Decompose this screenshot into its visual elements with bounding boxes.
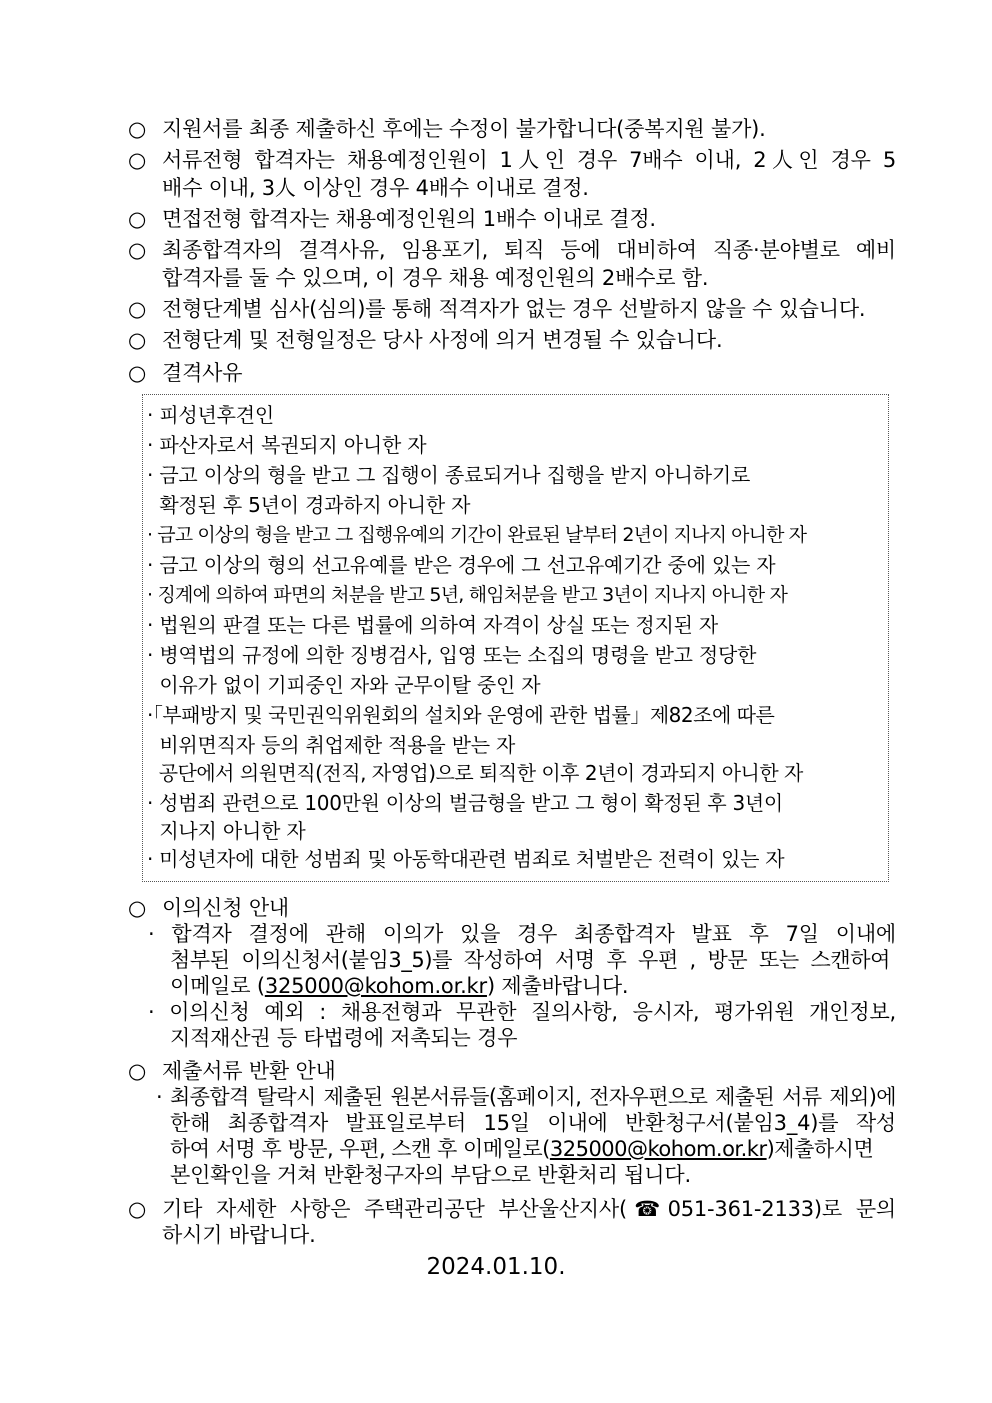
disqualification-heading: 결격사유 bbox=[162, 361, 243, 385]
disqualification-line: · 피성년후견인 bbox=[147, 403, 275, 427]
return-line-3 bbox=[170, 1137, 873, 1161]
disqualification-line: · 금고 이상의 형을 받고 그 집행이 종료되거나 집행을 받지 아니하기로 bbox=[147, 463, 751, 487]
circle-bullet-icon: ○ bbox=[128, 117, 147, 141]
disqualification-line: · 파산자로서 복권되지 아니한 자 bbox=[147, 433, 427, 457]
circle-bullet-icon: ○ bbox=[128, 207, 147, 231]
notice-item-6: 전형단계 및 전형일정은 당사 사정에 의거 변경될 수 있습니다. bbox=[162, 328, 723, 352]
return-line-3-text: 하여 서명 후 방문, 우편, 스캔 후 이메일로( bbox=[170, 1137, 550, 1161]
notice-item-5: 전형단계별 심사(심의)를 통해 적격자가 없는 경우 선발하지 않을 수 있습니다. bbox=[162, 297, 866, 321]
document-date: 2024.01.10. bbox=[426, 1254, 566, 1280]
objection-line-4: · 이의신청 예외 : 채용전형과 무관한 질의사항, 응시자, 평가위원 개인정보, bbox=[148, 1000, 896, 1024]
notice-item-4-line-2: 합격자를 둘 수 있으며, 이 경우 채용 예정인원의 2배수로 함. bbox=[162, 266, 709, 290]
etc-line-2: 하시기 바랍니다. bbox=[162, 1223, 316, 1247]
circle-bullet-icon: ○ bbox=[128, 1197, 147, 1221]
disqualification-line: 지나지 아니한 자 bbox=[147, 819, 306, 843]
objection-email-link[interactable]: 325000@kohom.or.kr bbox=[264, 974, 487, 998]
disqualification-line: ·「부패방지 및 국민권익위원회의 설치와 운영에 관한 법률」제82조에 따른 bbox=[147, 703, 775, 727]
objection-line-2: 첨부된 이의신청서(붙임3_5)를 작성하여 서명 후 우편 , 방문 또는 스캔하여 bbox=[170, 948, 890, 972]
return-heading: 제출서류 반환 안내 bbox=[162, 1059, 336, 1083]
notice-item-1: 지원서를 최종 제출하신 후에는 수정이 불가합니다(중복지원 불가). bbox=[162, 117, 766, 141]
circle-bullet-icon: ○ bbox=[128, 896, 147, 920]
disqualification-line: 확정된 후 5년이 경과하지 아니한 자 bbox=[147, 493, 471, 517]
objection-line-3-text-end: ) 제출바랍니다. bbox=[486, 974, 629, 998]
disqualification-line: · 법원의 판결 또는 다른 법률에 의하여 자격이 상실 또는 정지된 자 bbox=[147, 613, 719, 637]
disqualification-line: 이유가 없이 기피중인 자와 군무이탈 중인 자 bbox=[147, 673, 541, 697]
circle-bullet-icon: ○ bbox=[128, 1059, 147, 1083]
return-line-4: 본인확인을 거쳐 반환청구자의 부담으로 반환처리 됩니다. bbox=[170, 1163, 691, 1187]
circle-bullet-icon: ○ bbox=[128, 297, 147, 321]
return-line-3-text-end: )제출하시면 bbox=[766, 1137, 874, 1161]
objection-line-1: · 합격자 결정에 관해 이의가 있을 경우 최종합격자 발표 후 7일 이내에 bbox=[148, 922, 896, 946]
notice-item-2-line-1: 서류전형 합격자는 채용예정인원이 1人인 경우 7배수 이내, 2人인 경우 5 bbox=[162, 148, 896, 172]
notice-item-4-line-1: 최종합격자의 결격사유, 임용포기, 퇴직 등에 대비하여 직종·분야별로 예비 bbox=[162, 238, 896, 262]
disqualification-line: · 병역법의 규정에 의한 징병검사, 입영 또는 소집의 명령을 받고 정당한 bbox=[147, 643, 757, 667]
return-email-link[interactable]: 325000@kohom.or.kr bbox=[549, 1137, 767, 1161]
disqualification-line: 공단에서 의원면직(전직, 자영업)으로 퇴직한 이후 2년이 경과되지 아니한 자 bbox=[147, 761, 803, 785]
objection-line-3 bbox=[170, 974, 628, 998]
disqualification-box bbox=[142, 394, 889, 882]
disqualification-line: · 금고 이상의 형을 받고 그 집행유예의 기간이 완료된 날부터 2년이 지나지 아니한 자 bbox=[147, 524, 807, 546]
circle-bullet-icon: ○ bbox=[128, 148, 147, 172]
disqualification-line: · 성범죄 관련으로 100만원 이상의 벌금형을 받고 그 형이 확정된 후 3년이 bbox=[147, 791, 783, 815]
notice-item-3: 면접전형 합격자는 채용예정인원의 1배수 이내로 결정. bbox=[162, 207, 656, 231]
objection-heading: 이의신청 안내 bbox=[162, 896, 289, 920]
return-line-2: 한해 최종합격자 발표일로부터 15일 이내에 반환청구서(붙임3_4)를 작성 bbox=[170, 1111, 896, 1135]
notice-item-2-line-2: 배수 이내, 3人 이상인 경우 4배수 이내로 결정. bbox=[162, 176, 589, 200]
disqualification-line: · 미성년자에 대한 성범죄 및 아동학대관련 범죄로 처벌받은 전력이 있는 자 bbox=[147, 847, 785, 871]
circle-bullet-icon: ○ bbox=[128, 361, 147, 385]
disqualification-line: · 징계에 의하여 파면의 처분을 받고 5년, 해임처분을 받고 3년이 지나지 아니한 자 bbox=[147, 584, 788, 606]
objection-line-5: 지적재산권 등 타법령에 저촉되는 경우 bbox=[170, 1026, 518, 1050]
return-line-1: · 최종합격 탈락시 제출된 원본서류들(홈페이지, 전자우편으로 제출된 서류 제외)에 bbox=[156, 1085, 896, 1109]
disqualification-line: · 금고 이상의 형의 선고유예를 받은 경우에 그 선고유예기간 중에 있는 자 bbox=[147, 553, 776, 577]
circle-bullet-icon: ○ bbox=[128, 238, 147, 262]
etc-line-1: 기타 자세한 사항은 주택관리공단 부산울산지사(☎051-361-2133)로 문의 bbox=[162, 1197, 896, 1221]
objection-line-3-text: 이메일로 ( bbox=[170, 974, 265, 998]
disqualification-line: 비위면직자 등의 취업제한 적용을 받는 자 bbox=[147, 733, 516, 757]
circle-bullet-icon: ○ bbox=[128, 328, 147, 352]
